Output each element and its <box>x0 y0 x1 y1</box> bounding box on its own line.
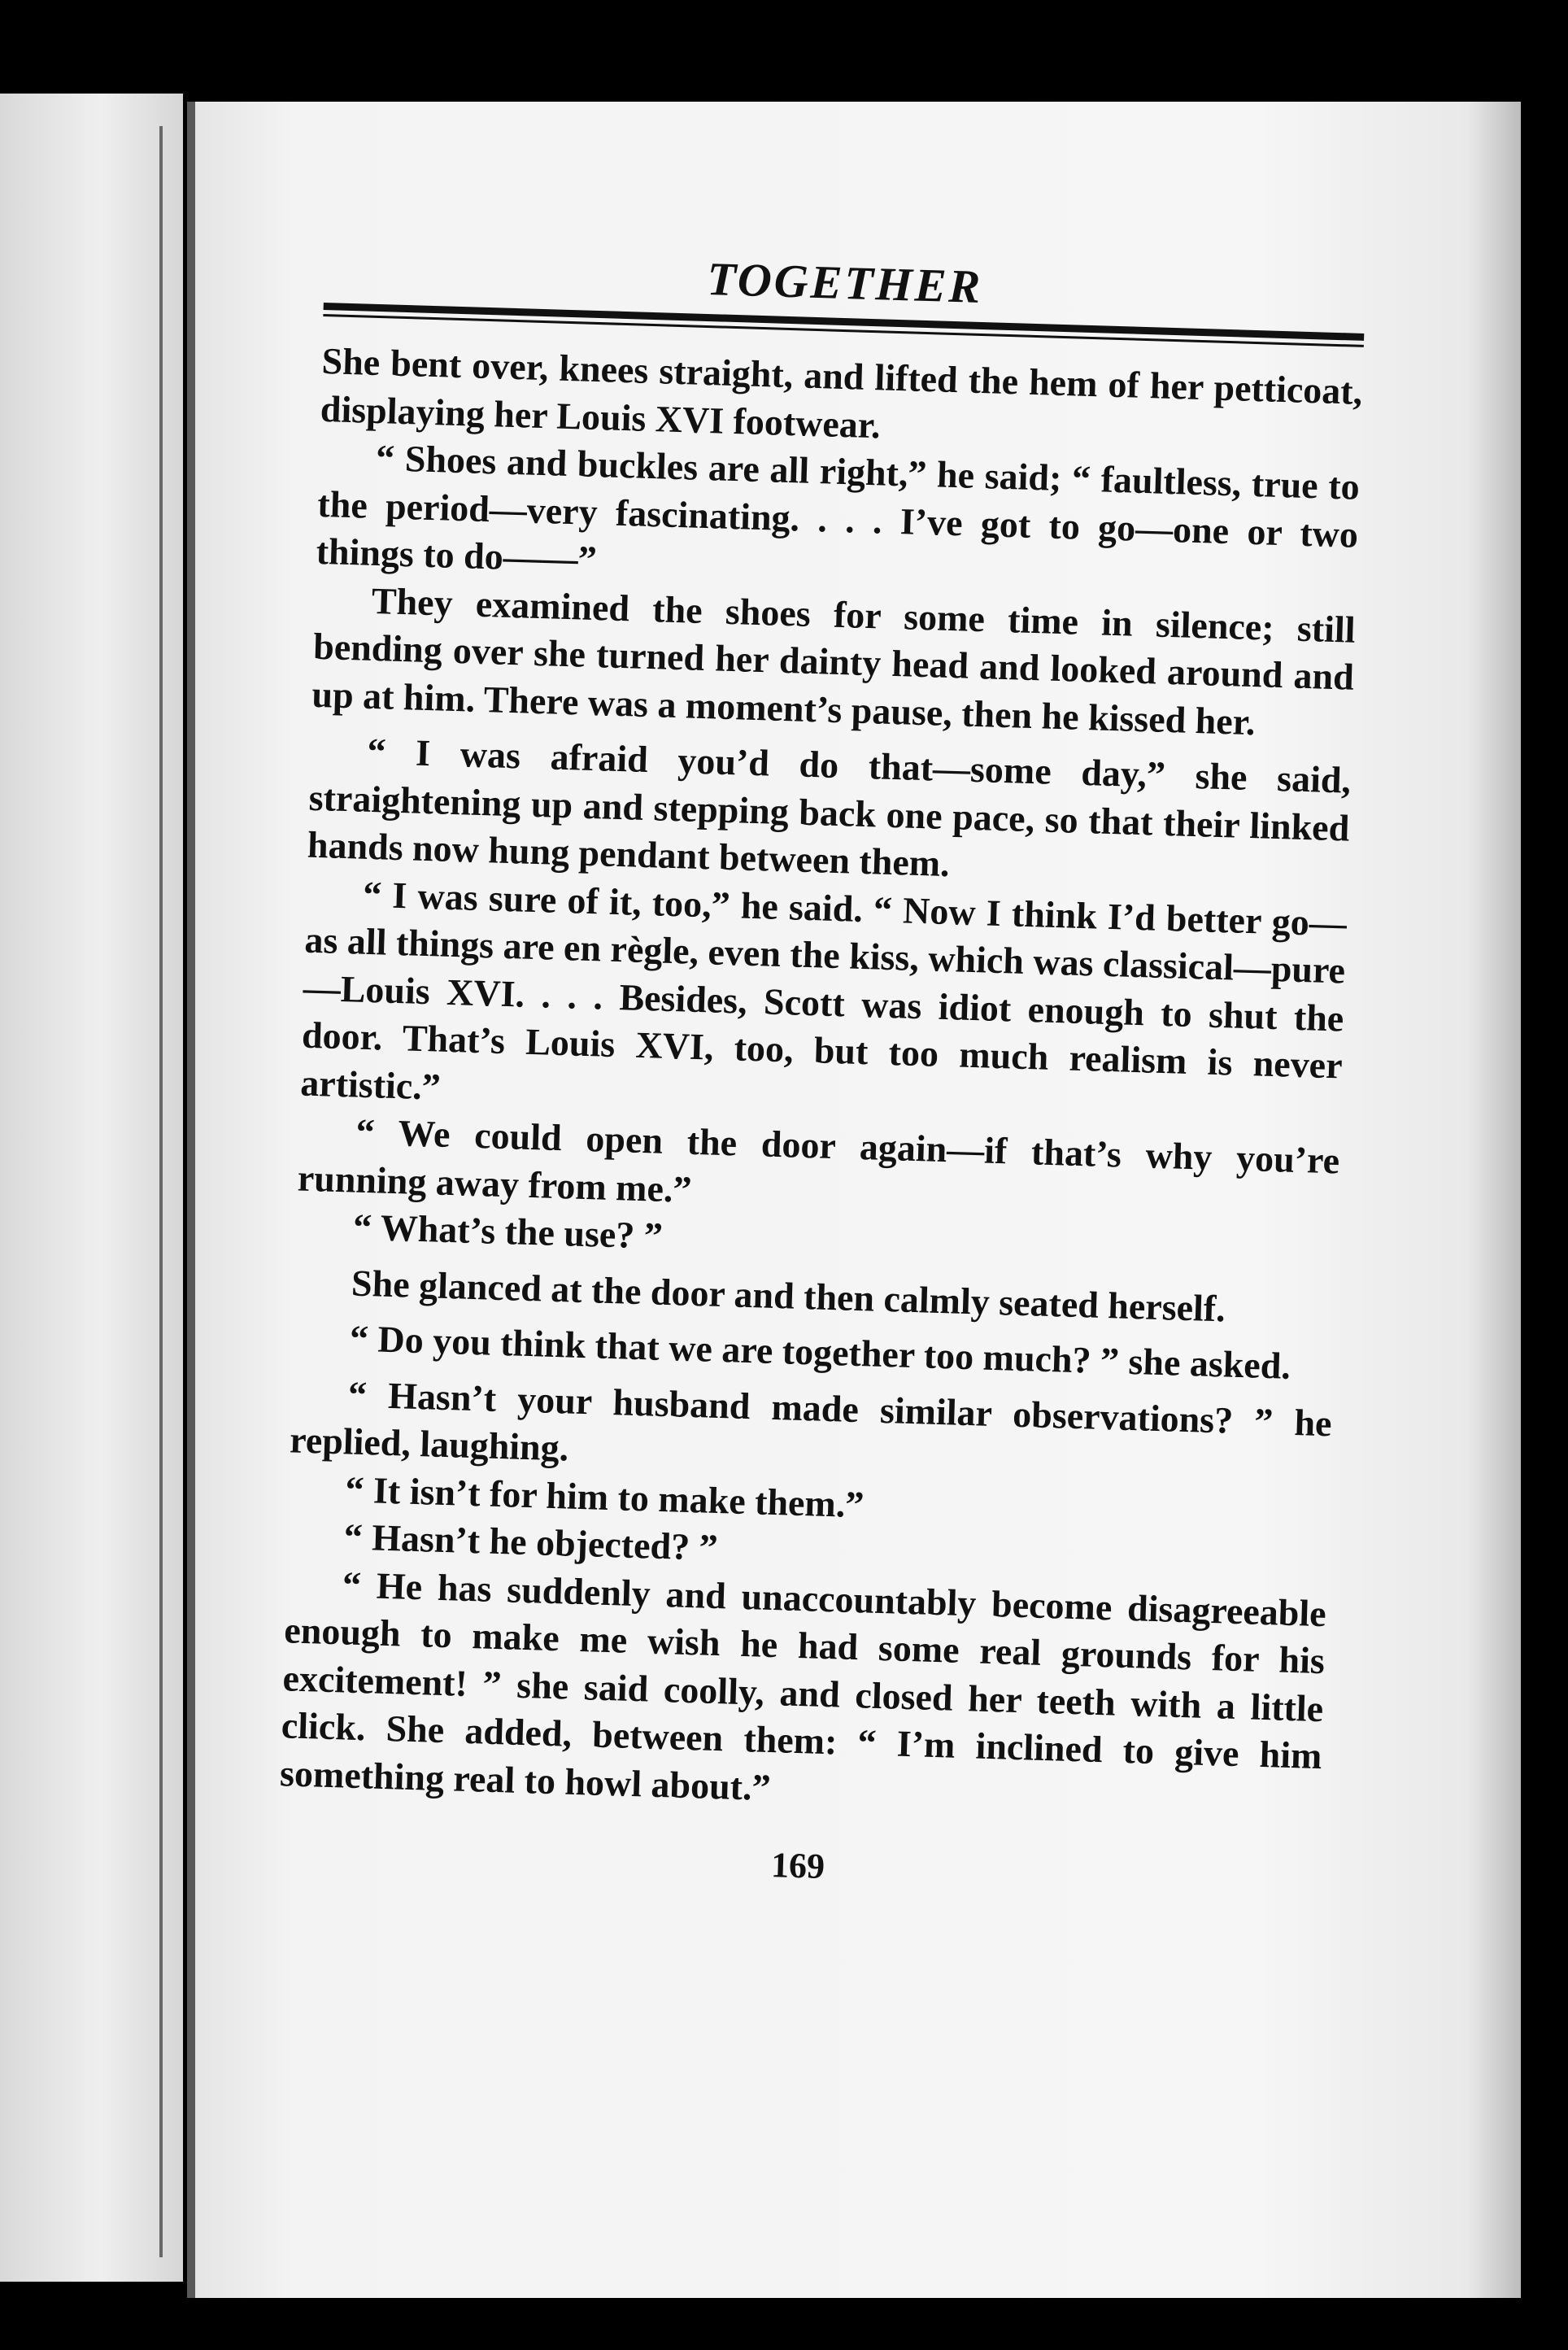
paragraph: “ Hasn’t he objected? ” <box>343 1515 719 1569</box>
paragraph: She bent over, knees straight, and lifted the hem of her petticoat, displaying her Louis XVI footwear. <box>320 339 1363 446</box>
paragraph: “ I was sure of it, too,” he said. “ Now I think I’d better go—as all things are en règle, even the kiss, which was classical—pure—Louis XVI. . . . Besides, Scott was idiot enough to shut the door. That’s Louis XVI, too, but too much realism is never artistic.” <box>299 873 1348 1108</box>
facing-page-fold <box>159 126 163 2257</box>
body-text <box>279 338 1363 1828</box>
page-gutter <box>187 102 195 2298</box>
facing-page-edge <box>0 94 183 2282</box>
paragraph: “ Hasn’t your husband made similar observations? ” he replied, laughing. <box>289 1372 1333 1469</box>
page-number: 169 <box>770 1845 825 1887</box>
paragraph: “ It isn’t for him to make them.” <box>344 1467 865 1525</box>
paragraph: They examined the shoes for some time in silence; still bending over she turned her dainty head and looked around and up at him. There was a moment’s pause, then he kissed her. <box>311 579 1357 743</box>
running-head: TOGETHER <box>706 251 984 313</box>
paragraph: “ We could open the door again—if that’s why you’re running away from me.” <box>297 1110 1340 1210</box>
paragraph: “ He has suddenly and unaccountably become disagreeable enough to make me wish he had some real grounds for his excitement! ” she said coolly, and closed her teeth with a little click. She added, between them: “ I’m inclined to give him something real to howl about.” <box>279 1563 1327 1808</box>
paragraph: She glanced at the door and then calmly seated herself. <box>351 1262 1226 1329</box>
paragraph: “ Do you think that we are together too much? ” she asked. <box>349 1317 1291 1387</box>
paragraph: “ Shoes and buckles are all right,” he said; “ faultless, true to the period—very fascinating. . . . I’ve got to go—one or two things to do——” <box>316 436 1361 581</box>
paragraph: “ I was afraid you’d do that—some day,” she said, straightening up and stepping back one pace, so that their linked hands now hung pendant between them. <box>307 730 1352 885</box>
page-content <box>277 244 1366 1902</box>
paragraph: “ What’s the use? ” <box>352 1206 664 1257</box>
